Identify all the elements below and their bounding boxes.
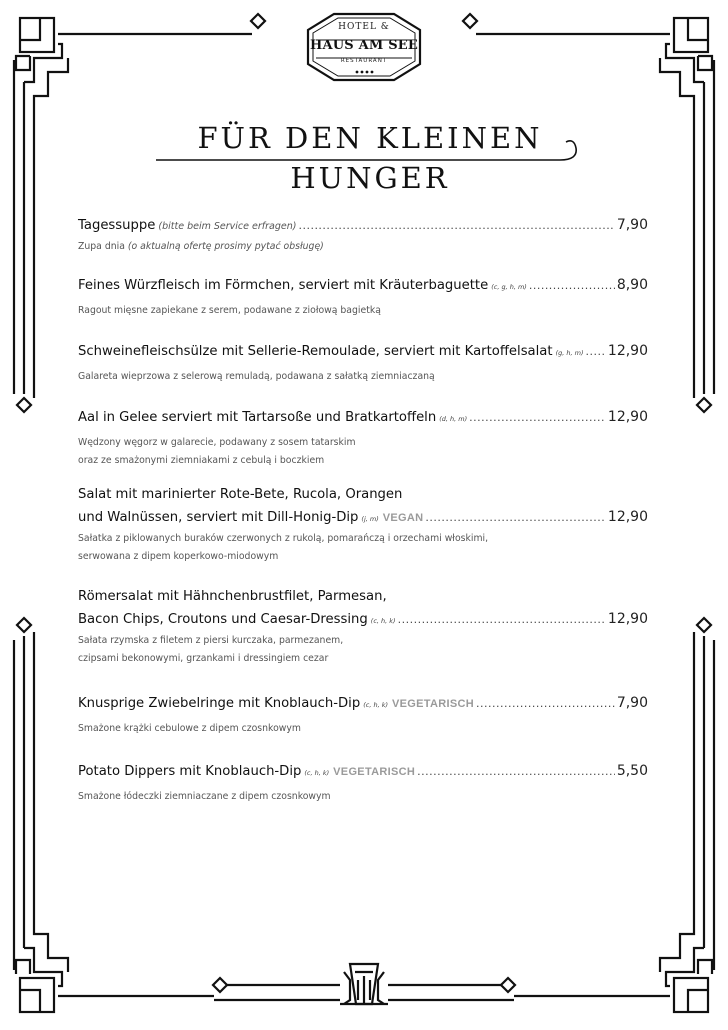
corner-ornament-bottom-left — [14, 632, 214, 1012]
item-name: Schweinefleischsülze mit Sellerie-Remoulade, serviert mit Kartoffelsalat — [78, 344, 553, 359]
item-name: Feines Würzfleisch im Förmchen, serviert mit Kräuterbaguette — [78, 278, 489, 293]
item-translation: Sałatka z piklowanych buraków czerwonych z rukolą, pomarańczą i orzechami włoskimi, — [78, 533, 489, 544]
diamond-ornament — [463, 14, 477, 28]
bottom-center-ornament — [213, 964, 515, 1004]
item-heading — [78, 340, 648, 364]
item-price: 12,90 — [607, 343, 648, 359]
dot-leader — [417, 761, 615, 783]
item-name: Knusprige Zwiebelringe mit Knoblauch-Dip — [78, 696, 361, 711]
page-title: FÜR DEN KLEINEN HUNGER — [197, 121, 543, 195]
item-allergens: (j, m) — [361, 515, 379, 523]
item-translation-note: (o aktualną ofertę prosimy pytać obsługę) — [127, 241, 324, 252]
item-translation-line2: oraz ze smażonymi ziemniakami z cebulą i boczkiem — [78, 455, 325, 466]
item-name-line2: Bacon Chips, Croutons und Caesar-Dressing — [78, 612, 368, 627]
menu-item — [78, 484, 648, 566]
item-price: 12,90 — [607, 509, 648, 525]
logo-restaurant-text: RESTAURANT — [340, 58, 388, 64]
item-heading — [78, 608, 648, 632]
item-name: Römersalat mit Hähnchenbrustfilet, Parmesan, — [78, 589, 387, 604]
item-price: 7,90 — [616, 695, 648, 711]
diamond-ornament — [17, 618, 31, 632]
dot-leader — [585, 341, 605, 363]
item-price: 12,90 — [607, 409, 648, 425]
logo-hotel-text: HOTEL & — [338, 22, 390, 32]
item-allergens: (c, g, h, m) — [491, 283, 527, 291]
diamond-ornament — [697, 618, 711, 632]
dot-leader — [469, 407, 606, 429]
item-allergens: (c, h, k) — [304, 769, 330, 777]
dot-leader — [398, 609, 606, 631]
item-heading-line1 — [78, 484, 648, 506]
logo-name: HAUS AM SEE — [309, 38, 419, 53]
item-translation: Wędzony węgorz w galarecie, podawany z sosem tatarskim — [78, 437, 356, 448]
item-note: (bitte beim Service erfragen) — [158, 221, 297, 232]
corner-ornament-bottom-right — [514, 632, 714, 1012]
item-translation: Sałata rzymska z filetem z piersi kurczaka, parmezanem, — [78, 635, 344, 646]
hotel-logo — [306, 14, 422, 80]
item-translation — [78, 238, 648, 256]
item-price: 7,90 — [616, 217, 648, 233]
diamond-ornament — [17, 398, 31, 412]
item-heading — [78, 406, 648, 430]
menu-item — [78, 586, 648, 668]
item-translation: Smażone łódeczki ziemniaczane z dipem czosnkowym — [78, 791, 331, 802]
item-heading-line1 — [78, 586, 648, 608]
item-name: Potato Dippers mit Knoblauch-Dip — [78, 764, 302, 779]
item-price: 12,90 — [607, 611, 648, 627]
item-name: Tagessuppe — [78, 218, 156, 233]
item-heading — [78, 506, 648, 530]
diet-badge: VEGETARISCH — [392, 698, 474, 710]
item-heading — [78, 692, 648, 716]
item-allergens: (g, h, m) — [555, 349, 584, 357]
menu-item — [78, 214, 648, 256]
item-translation: Smażone krążki cebulowe z dipem czosnkowym — [78, 723, 301, 734]
item-allergens: (d, h, m) — [439, 415, 468, 423]
diamond-ornament — [697, 398, 711, 412]
item-price: 8,90 — [616, 277, 648, 293]
item-heading — [78, 214, 648, 238]
item-translation-line2: serwowana z dipem koperkowo-miodowym — [78, 551, 279, 562]
menu-item — [78, 406, 648, 470]
diet-badge: VEGAN — [382, 512, 424, 524]
item-name: Salat mit marinierter Rote-Bete, Rucola, Orangen — [78, 487, 403, 502]
item-translation: Galareta wieprzowa z selerową remuladą, podawana z sałatką ziemniaczaną — [78, 371, 435, 382]
item-allergens: (c, h, k) — [363, 701, 389, 709]
dot-leader — [529, 275, 615, 297]
item-translation-line2: czipsami bekonowymi, grzankami i dressingiem cezar — [78, 653, 329, 664]
menu-item — [78, 274, 648, 320]
dot-leader — [298, 215, 614, 237]
dot-leader — [425, 507, 606, 529]
item-translation: Ragout mięsne zapiekane z serem, podawane z ziołową bagietką — [78, 305, 381, 316]
menu-item — [78, 340, 648, 386]
diamond-ornament — [251, 14, 265, 28]
item-name: Aal in Gelee serviert mit Tartarsoße und Bratkartoffeln — [78, 410, 437, 425]
item-heading — [78, 760, 648, 784]
dot-leader — [476, 693, 615, 715]
item-allergens: (c, h, k) — [370, 617, 396, 625]
diet-badge: VEGETARISCH — [333, 766, 416, 778]
menu-item — [78, 760, 648, 806]
item-price: 5,50 — [616, 763, 648, 779]
item-translation-text: Zupa dnia — [78, 241, 125, 252]
item-heading — [78, 274, 648, 298]
menu-item — [78, 692, 648, 738]
item-name-line2: und Walnüssen, serviert mit Dill-Honig-Dip — [78, 510, 359, 525]
